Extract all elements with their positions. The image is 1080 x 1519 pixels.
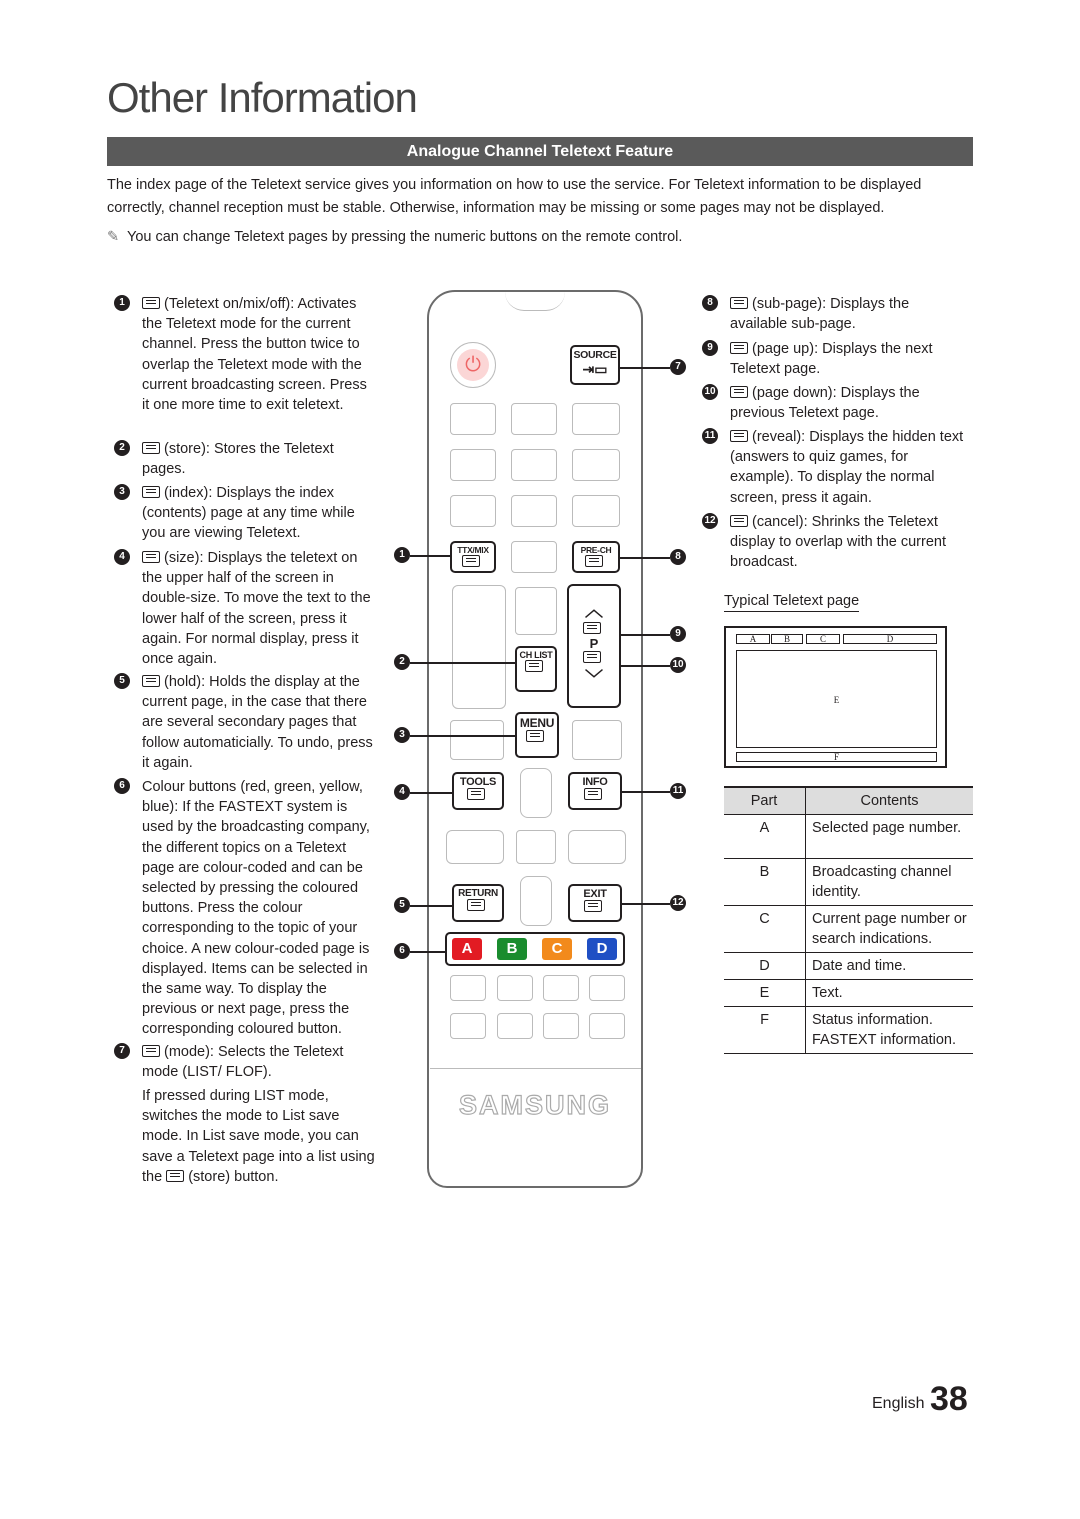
note-pencil-icon: ✎	[107, 229, 120, 245]
callout-8: 8	[670, 549, 686, 565]
item-number: 6	[114, 778, 130, 794]
list-item	[707, 339, 970, 379]
number-key[interactable]	[572, 495, 620, 527]
remote-divider	[430, 1068, 641, 1069]
size-icon	[467, 788, 485, 800]
contents-cell: Status information. FASTEXT information.	[806, 1007, 974, 1054]
item-text: Colour buttons (red, green, yellow, blue): If the FASTEXT system is used by the broadcasting company, the different topics on a Teletext page are colour-coded and can be selected by pressing the coloured buttons. Press the colour corresponding to the topic of your choice. A new colour-coded page is displayed. Items can be selected in the same way. To display the previous or next page, press the corresponding coloured button.	[142, 779, 370, 1038]
item-number: 11	[702, 428, 718, 444]
callout-leader	[621, 665, 670, 667]
item-text: (page up): Displays the next Teletext page.	[730, 341, 933, 378]
part-cell: E	[724, 980, 806, 1007]
media-key[interactable]	[450, 975, 486, 1001]
callout-3: 3	[394, 727, 410, 743]
channel-p-label: P	[589, 636, 599, 651]
mute-button[interactable]	[515, 587, 557, 635]
note-text: You can change Teletext pages by pressing the numeric buttons on the remote control.	[127, 229, 683, 245]
item-text: (hold): Holds the display at the current page, in the case that there are several secondary pages that follow automaticially. To undo, press it again.	[142, 674, 373, 771]
list-item	[704, 427, 970, 508]
contents-cell: Date and time.	[806, 953, 974, 980]
info-button[interactable]	[568, 772, 622, 810]
volume-rocker[interactable]	[452, 585, 506, 709]
table-row	[724, 980, 973, 1007]
teletext-mix-icon	[462, 555, 480, 567]
store-icon	[525, 660, 543, 672]
cancel-icon	[584, 900, 602, 912]
ttx-mix-label: TTX/MIX	[457, 545, 489, 555]
item-number: 10	[702, 384, 718, 400]
store-icon	[166, 1170, 184, 1182]
list-item	[704, 512, 970, 573]
reveal-icon	[584, 788, 602, 800]
nav-down-key[interactable]	[520, 876, 552, 926]
source-label: SOURCE	[573, 349, 617, 361]
page-up-icon	[730, 342, 748, 354]
list-item-extra	[142, 1086, 378, 1187]
diagram-label-e: E	[736, 650, 937, 748]
menu-button[interactable]	[515, 712, 559, 758]
power-icon: ⏻	[457, 349, 489, 381]
item-number: 1	[114, 295, 130, 311]
contents-cell: Text.	[806, 980, 974, 1007]
enter-key[interactable]	[516, 830, 556, 864]
number-key[interactable]	[511, 495, 557, 527]
table-row	[724, 815, 973, 859]
table-row	[724, 1007, 973, 1054]
item-text: (mode): Selects the Teletext mode (LIST/ FLOF).	[142, 1044, 344, 1081]
diagram-label-d: D	[843, 634, 937, 644]
item-text: (size): Displays the teletext on the upper half of the screen in double-size. To move the text to the lower half of the screen, press it again. For normal display, press it once again.	[142, 550, 371, 668]
media-key[interactable]	[589, 975, 625, 1001]
callout-leader	[410, 555, 450, 557]
nav-up-key[interactable]	[520, 768, 552, 818]
guide-key[interactable]	[572, 720, 622, 760]
item-text: (store): Stores the Teletext pages.	[142, 441, 334, 478]
number-key[interactable]	[450, 449, 496, 481]
cancel-icon	[730, 515, 748, 527]
item-number: 4	[114, 549, 130, 565]
callout-2: 2	[394, 654, 410, 670]
callout-leader	[622, 903, 670, 905]
diagram-label-a: A	[736, 634, 770, 644]
list-item	[119, 483, 378, 544]
item-number: 3	[114, 484, 130, 500]
page-title: Other Information	[107, 74, 417, 121]
number-key-zero[interactable]	[511, 541, 557, 573]
part-cell: D	[724, 953, 806, 980]
table-row	[724, 953, 973, 980]
mode-icon	[142, 1045, 160, 1057]
list-item	[119, 1042, 378, 1082]
contents-cell: Broadcasting channel identity.	[806, 859, 974, 906]
number-key[interactable]	[511, 449, 557, 481]
teletext-diagram	[724, 626, 947, 768]
channel-rocker[interactable]	[567, 584, 621, 708]
diagram-label-c: C	[806, 634, 840, 644]
callout-leader	[620, 557, 670, 559]
power-button[interactable]	[450, 342, 496, 388]
exit-button[interactable]	[568, 884, 622, 922]
callout-leader	[620, 367, 670, 369]
media-key[interactable]	[497, 975, 533, 1001]
size-icon	[142, 551, 160, 563]
callout-12: 12	[670, 895, 686, 911]
item-text: (reveal): Displays the hidden text (answers to quiz games, for example). To display the normal screen, press it again.	[730, 429, 964, 506]
ttx-mix-button[interactable]	[450, 541, 496, 573]
media-key[interactable]	[543, 975, 579, 1001]
ch-list-button[interactable]	[515, 646, 557, 692]
list-item	[119, 672, 378, 773]
yellow-button[interactable]: C	[542, 938, 572, 960]
section-title: Analogue Channel Teletext Feature	[107, 137, 973, 166]
tools-label: TOOLS	[459, 776, 497, 788]
callout-1: 1	[394, 547, 410, 563]
number-key[interactable]	[450, 403, 496, 435]
item-text: (index): Displays the index (contents) page at any time while you are viewing Teletext.	[142, 485, 355, 542]
callout-leader	[410, 951, 445, 953]
contents-cell: Selected page number.	[806, 815, 974, 859]
list-item	[119, 294, 378, 415]
callout-10: 10	[670, 657, 686, 673]
callout-leader	[410, 792, 452, 794]
teletext-mix-icon	[142, 297, 160, 309]
media-key[interactable]	[450, 1013, 486, 1039]
index-icon	[142, 486, 160, 498]
media-key[interactable]	[543, 1013, 579, 1039]
table-row	[724, 859, 973, 906]
pre-ch-button[interactable]	[572, 541, 620, 573]
callout-leader	[410, 735, 515, 737]
item-text: (store) button.	[188, 1168, 279, 1185]
column-header: Part	[724, 787, 806, 815]
ch-list-label: CH LIST	[519, 650, 553, 660]
index-icon	[526, 730, 544, 742]
diagram-label-b: B	[771, 634, 803, 644]
list-item	[707, 294, 970, 334]
list-item	[119, 439, 378, 479]
item-number: 8	[702, 295, 718, 311]
table-row	[724, 906, 973, 953]
number-key[interactable]	[572, 449, 620, 481]
callout-leader	[410, 662, 515, 664]
callout-6: 6	[394, 943, 410, 959]
part-cell: A	[724, 815, 806, 859]
number-key[interactable]	[572, 403, 620, 435]
red-button[interactable]: A	[452, 938, 482, 960]
hold-icon	[467, 899, 485, 911]
page-down-icon	[583, 651, 601, 663]
item-number: 5	[114, 673, 130, 689]
store-icon	[142, 442, 160, 454]
callout-5: 5	[394, 897, 410, 913]
reveal-icon	[730, 430, 748, 442]
contents-cell: Current page number or search indications.	[806, 906, 974, 953]
item-text: (page down): Displays the previous Teletext page.	[730, 385, 920, 422]
callout-leader	[410, 905, 452, 907]
parts-table	[724, 786, 973, 1054]
teletext-diagram-title: Typical Teletext page	[724, 593, 859, 612]
tools-button[interactable]	[452, 772, 504, 810]
part-cell: F	[724, 1007, 806, 1054]
item-text: (Teletext on/mix/off): Activates the Teletext mode for the current channel. Press the button twice to overlap the Teletext mode with the current broadcasting screen. Press it one more time to exit teletext.	[142, 296, 367, 414]
column-header: Contents	[806, 787, 974, 815]
media-key[interactable]	[497, 1013, 533, 1039]
item-text: (sub-page): Displays the available sub-page.	[730, 296, 910, 333]
blue-button[interactable]: D	[587, 938, 617, 960]
source-icon: ⇥▭	[582, 361, 608, 377]
list-item	[119, 548, 378, 669]
page-number: 38	[930, 1380, 968, 1418]
callout-11: 11	[670, 783, 686, 799]
footer-language: English	[872, 1395, 925, 1412]
callout-9: 9	[670, 626, 686, 642]
item-text: If pressed during LIST mode, switches the mode to List save mode. In List save mode, you can save a Teletext page into a list using the	[142, 1088, 375, 1185]
sub-page-icon	[585, 555, 603, 567]
nav-right-key[interactable]	[568, 830, 626, 864]
list-item	[704, 383, 970, 423]
pre-ch-label: PRE-CH	[580, 545, 612, 555]
exit-label: EXIT	[583, 888, 607, 900]
item-text: (cancel): Shrinks the Teletext display to overlap with the current broadcast.	[730, 514, 946, 571]
page-down-icon	[730, 386, 748, 398]
number-key[interactable]	[450, 495, 496, 527]
page-up-icon	[583, 622, 601, 634]
item-number: 9	[702, 340, 718, 356]
item-number: 7	[114, 1043, 130, 1059]
callout-4: 4	[394, 784, 410, 800]
return-label: RETURN	[458, 888, 498, 899]
info-label: INFO	[582, 776, 608, 788]
remote-top-curve	[505, 292, 565, 311]
part-cell: B	[724, 859, 806, 906]
item-number: 2	[114, 440, 130, 456]
table-header-row	[724, 787, 973, 815]
diagram-label-f: F	[736, 752, 937, 762]
callout-leader	[621, 634, 670, 636]
smart-key[interactable]	[450, 720, 504, 760]
brand-logo: SAMSUNG	[458, 1090, 611, 1120]
callout-7: 7	[670, 359, 686, 375]
sub-page-icon	[730, 297, 748, 309]
callout-leader	[622, 791, 670, 793]
green-button[interactable]: B	[497, 938, 527, 960]
chevron-up-icon: ︿	[585, 600, 603, 620]
media-key[interactable]	[589, 1013, 625, 1039]
menu-label: MENU	[519, 716, 555, 730]
hold-icon	[142, 675, 160, 687]
nav-left-key[interactable]	[446, 830, 504, 864]
intro-paragraph: The index page of the Teletext service gives you information on how to use the service. For Teletext information to be displayed correctly, channel reception must be stable. Otherwise, information may be missing or some pages may not be displayed.	[107, 177, 922, 216]
note	[107, 226, 973, 249]
number-key[interactable]	[511, 403, 557, 435]
source-button[interactable]	[570, 345, 620, 385]
list-item	[119, 777, 378, 1040]
item-number: 12	[702, 513, 718, 529]
return-button[interactable]	[452, 884, 504, 922]
chevron-down-icon: ﹀	[585, 669, 603, 689]
part-cell: C	[724, 906, 806, 953]
